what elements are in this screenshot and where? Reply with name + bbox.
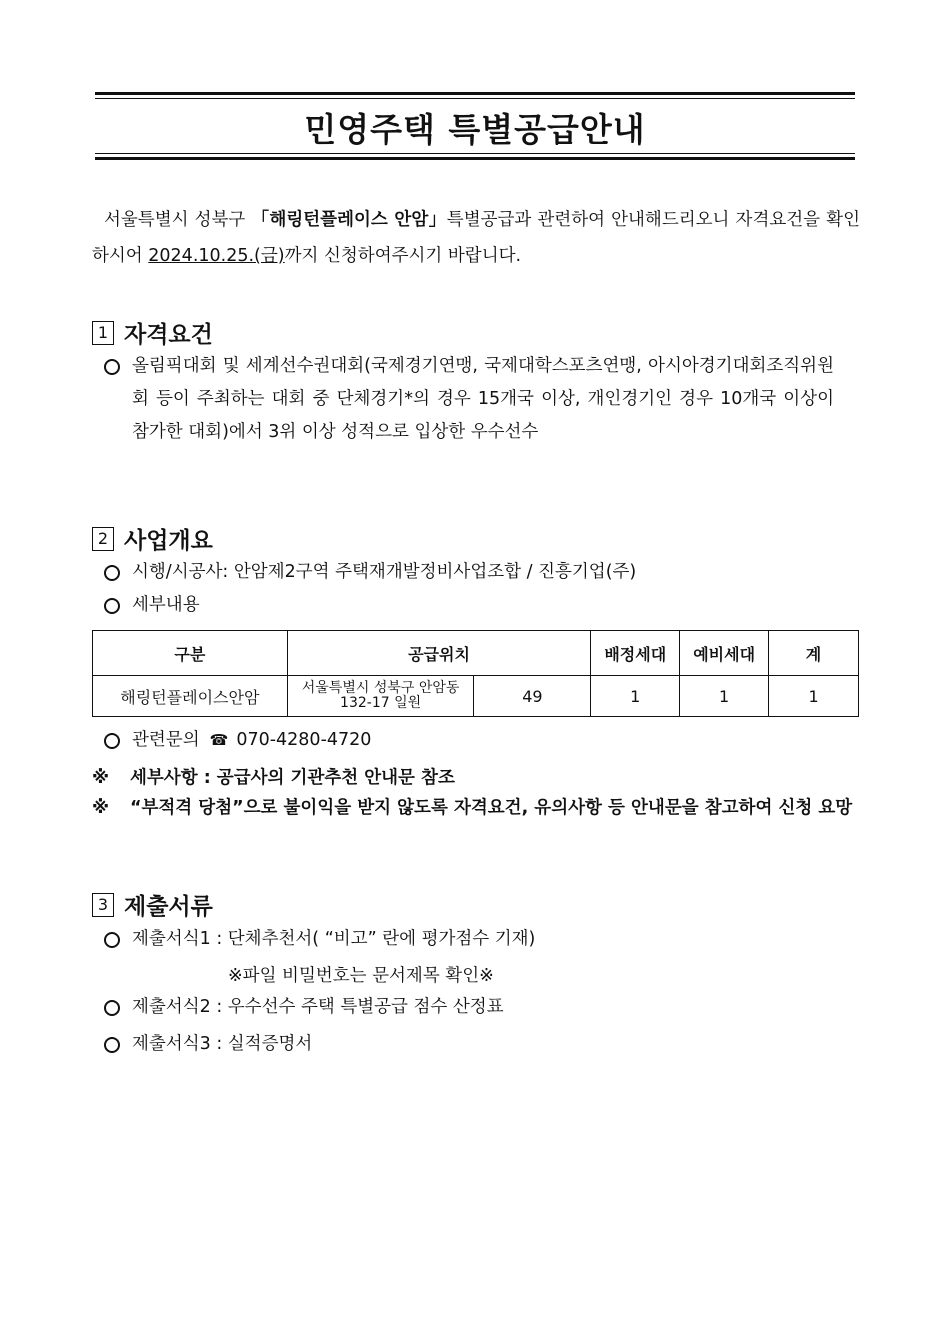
cell-assigned: 1 xyxy=(591,676,680,717)
circle-bullet-icon xyxy=(104,733,120,749)
supply-table xyxy=(92,630,859,717)
cell-category: 해링턴플레이스안암 xyxy=(93,676,288,717)
title-rule-bottom-thin xyxy=(95,153,855,154)
cell-reserve: 1 xyxy=(680,676,769,717)
intro-part1: 서울특별시 성북구 xyxy=(104,210,252,230)
header-assigned: 배정세대 xyxy=(591,631,680,676)
title-rule-bottom xyxy=(95,157,855,160)
title-rule-top-thin xyxy=(95,98,855,99)
intro-deadline: 2024.10.25.(금) xyxy=(148,246,285,266)
title-box xyxy=(95,92,855,160)
password-note: ※파일 비밀번호는 문서제목 확인※ xyxy=(228,966,494,986)
note-2-text: “부적격 당첨”으로 불이익을 받지 않도록 자격요건, 유의사항 등 안내문을 참고하여 신청 요망 xyxy=(130,798,853,818)
header-reserve: 예비세대 xyxy=(680,631,769,676)
cell-total: 1 xyxy=(769,676,859,717)
address-line1: 서울특별시 성북구 안암동 xyxy=(301,680,460,696)
circle-bullet-icon xyxy=(104,1037,120,1053)
form-3-text: 제출서식3 : 실적증명서 xyxy=(132,1034,313,1054)
header-total: 계 xyxy=(769,631,859,676)
qualification-text: 올림픽대회 및 세계선수권대회(국제경기연맹, 국제대학스포츠연맹, 아시아경기대회조직위원회 등이 주최하는 대회 중 단체경기*의 경우 15개국 이상, 개인경기인 경우 10개국 이상이 참가한 대회)에서 3위 이상 성적으로 입상한 우수선수 xyxy=(132,356,834,442)
section-3-label: 제출서류 xyxy=(124,894,213,920)
address-line2: 132-17 일원 xyxy=(340,695,422,711)
section-2-title xyxy=(92,522,213,555)
cell-units: 49 xyxy=(474,676,591,717)
section-1-body xyxy=(104,350,834,449)
details-text: 세부내용 xyxy=(132,595,200,615)
title-rule-top xyxy=(95,92,855,95)
developer-text: 시행/시공사: 안암제2구역 주택재개발정비사업조합 / 진흥기업(주) xyxy=(132,562,637,582)
cell-address xyxy=(287,676,474,717)
circle-bullet-icon xyxy=(104,932,120,948)
developer-line xyxy=(104,556,636,589)
intro-paragraph xyxy=(92,202,860,274)
intro-part3: 까지 신청하여주시기 바랍니다. xyxy=(284,246,522,266)
phone-icon: ☎ xyxy=(209,731,229,749)
circle-bullet-icon xyxy=(104,598,120,614)
form-2-text: 제출서식2 : 우수선수 주택 특별공급 점수 산정표 xyxy=(132,997,504,1017)
circle-bullet-icon xyxy=(104,1000,120,1016)
form-3-line xyxy=(104,1028,312,1061)
section-2-label: 사업개요 xyxy=(124,528,213,554)
table-header-row xyxy=(93,631,859,676)
note-2 xyxy=(92,794,860,823)
section-1-label: 자격요건 xyxy=(124,322,213,348)
details-line xyxy=(104,589,200,622)
section-1-number: 1 xyxy=(92,321,114,345)
section-1-title xyxy=(92,316,213,349)
intro-project-name: 「해링턴플레이스 안암」 xyxy=(251,210,447,230)
intro-part2: 특별공급과 관련하여 안내해드리오니 자격요건을 확인하시어 xyxy=(92,210,860,266)
table-row xyxy=(93,676,859,717)
contact-phone: 070-4280-4720 xyxy=(236,730,372,750)
form-2-line xyxy=(104,991,504,1024)
header-category: 구분 xyxy=(93,631,288,676)
circle-bullet-icon xyxy=(104,565,120,581)
note-mark-icon: ※ xyxy=(92,768,110,788)
header-location: 공급위치 xyxy=(287,631,591,676)
note-1 xyxy=(92,764,860,793)
form-1-line xyxy=(104,923,535,956)
section-3-title xyxy=(92,888,213,921)
section-2-number: 2 xyxy=(92,527,114,551)
section-3-number: 3 xyxy=(92,893,114,917)
circle-bullet-icon xyxy=(104,359,120,375)
contact-label: 관련문의 xyxy=(132,730,200,750)
page-title: 민영주택 특별공급안내 xyxy=(304,110,646,149)
note-1-text: 세부사항 : 공급사의 기관추천 안내문 참조 xyxy=(130,768,455,788)
form-1-text: 제출서식1 : 단체추천서( “비고” 란에 평가점수 기재) xyxy=(132,929,536,949)
contact-line xyxy=(104,724,371,757)
note-mark-icon: ※ xyxy=(92,798,110,818)
